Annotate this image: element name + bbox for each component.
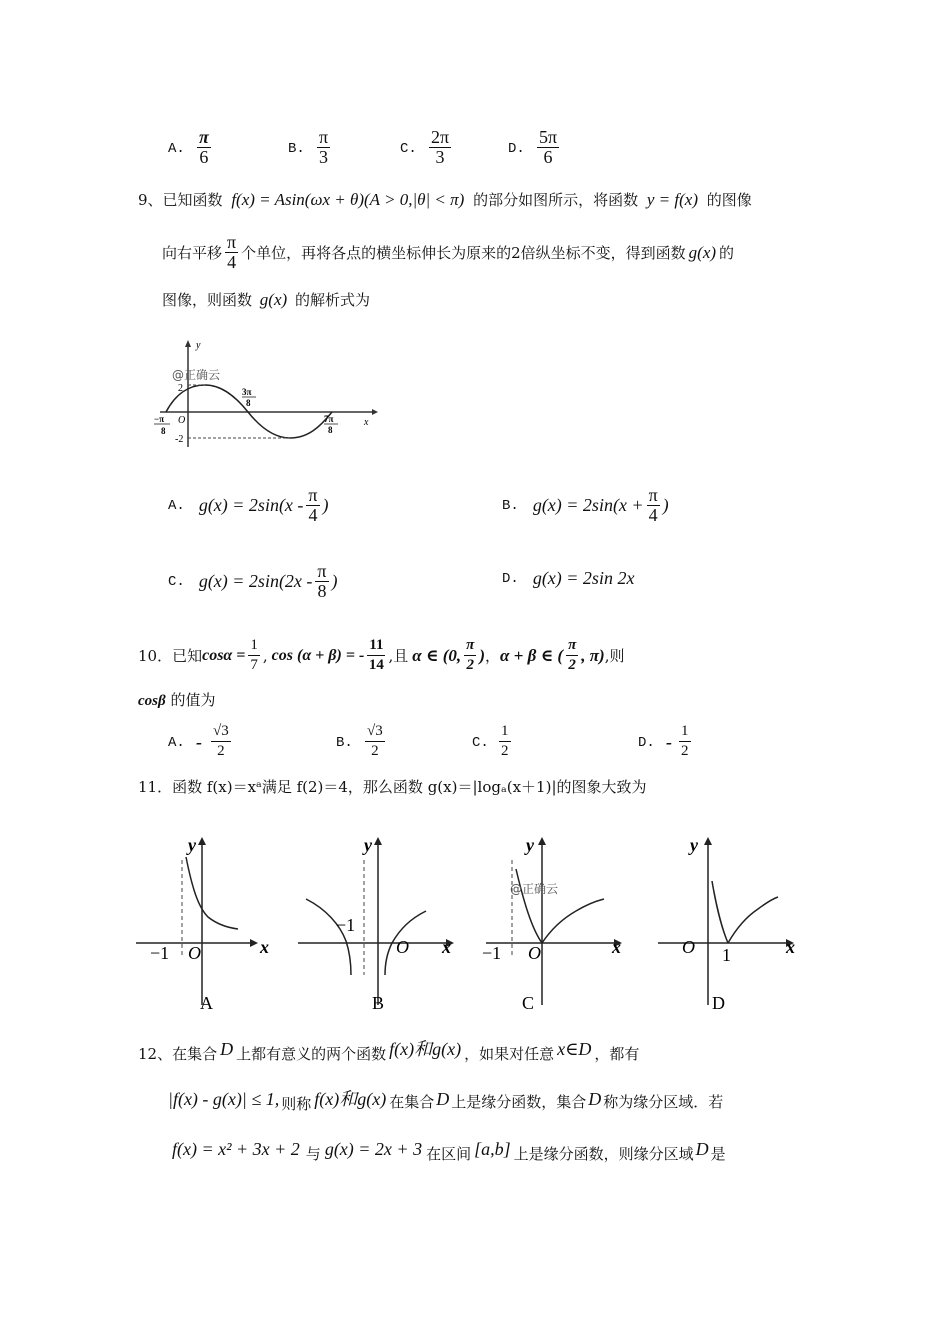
q9-option-d-label: D. xyxy=(502,570,519,587)
q11-b-neg1: −1 xyxy=(336,915,356,935)
q10-option-a-frac xyxy=(211,722,231,761)
q10-option-d-num: 1 xyxy=(679,722,691,742)
q10-option-a-label: A. xyxy=(168,735,185,751)
q11-c-y-arrow xyxy=(538,837,546,845)
q9-option-a-expr: g(x) = 2sin(x - xyxy=(198,495,304,515)
q9-label-negpi: −π xyxy=(154,414,165,424)
q9-sine-graph xyxy=(150,335,380,455)
q9-option-a-label: A. xyxy=(168,497,185,514)
q11-b-o: O xyxy=(396,937,409,957)
q12-zai: 在区间 xyxy=(426,1145,472,1163)
q9-line1-suffix: 的部分如图所示，将函数 xyxy=(473,191,639,209)
q9-label-7pi: 7π xyxy=(324,414,334,424)
q11-a-y-label: y xyxy=(188,835,196,855)
q8-option-a-num: π xyxy=(199,127,209,147)
q10-alpha-frac xyxy=(464,636,476,675)
q8-option-c-den: 3 xyxy=(435,147,445,167)
q8-option-c-label: C. xyxy=(400,141,417,157)
q12-line3 xyxy=(172,1134,726,1164)
q10-option-d-sign: - xyxy=(666,732,672,752)
q9-line2-mid: 个单位，再将各点的横坐标伸长为原来的2倍纵坐标不变，得到函数 xyxy=(241,243,686,262)
q9-line3-prefix: 图像，则函数 xyxy=(162,291,253,309)
q9-option-c-den: 8 xyxy=(317,581,327,601)
q9-option-a-den: 4 xyxy=(308,505,318,525)
q10-cos-beta: cosβ xyxy=(138,693,166,709)
q12-x-in-D: x∈D xyxy=(557,1039,592,1059)
q9-option-a xyxy=(168,486,329,525)
q11-d-y-arrow xyxy=(704,837,712,845)
q9-option-b-frac xyxy=(647,486,660,525)
q11-d-label: D xyxy=(712,993,725,1013)
q11-b-curve-left xyxy=(306,899,351,975)
q9-label-neg2: -2 xyxy=(175,434,184,445)
q9-line2-end: 的 xyxy=(719,243,735,262)
q11-c-curve-right xyxy=(542,899,604,943)
q9-option-d-expr: g(x) = 2sin 2x xyxy=(532,568,635,588)
q11-graph-a xyxy=(136,835,269,1013)
q11-graph-d xyxy=(658,835,795,1013)
q9-x-label: x xyxy=(364,417,369,428)
q12-line2-mid3: 上是缘分函数，集合 xyxy=(451,1093,587,1111)
q11-c-curve-left xyxy=(516,869,542,943)
q11-text: 11．函数 f(x)＝xᵃ满足 f(2)＝4，那么函数 g(x)＝|logₐ(x＋1)|的图象大致为 xyxy=(138,778,647,796)
q9-label-2: 2 xyxy=(178,383,183,394)
q9-option-b xyxy=(502,486,669,525)
q8-option-c-frac xyxy=(429,128,451,167)
q10-options xyxy=(168,722,708,768)
q12-line2-mid2: 在集合 xyxy=(389,1093,435,1111)
q9-option-c-close: ) xyxy=(331,571,338,591)
q11-graph-b xyxy=(298,835,454,1013)
q8-option-b-frac xyxy=(317,128,330,167)
q11-a-y-arrow xyxy=(198,837,206,845)
q9-shift-frac xyxy=(225,233,238,272)
q9-option-a-num: π xyxy=(308,485,318,505)
q10-prefix: 10．已知 xyxy=(138,646,203,665)
q10-option-b-den: 2 xyxy=(371,743,379,759)
q11-c-watermark: @正确云 xyxy=(510,882,559,896)
q11-a-neg1: −1 xyxy=(150,943,170,963)
q11-a-label: A xyxy=(200,993,213,1013)
q12-fg-1: f(x)和g(x) xyxy=(389,1039,462,1059)
q10-line2 xyxy=(138,690,215,711)
q10-cos-alpha: cosα = xyxy=(202,646,246,664)
q10-option-a-num: √3 xyxy=(211,722,231,742)
q9-option-b-num: π xyxy=(648,485,658,505)
q11-d-curve-right xyxy=(728,897,778,943)
q12-line1-mid: 上都有意义的两个函数 xyxy=(236,1045,387,1063)
q12-line1 xyxy=(138,1034,639,1064)
q12-D-2: D xyxy=(436,1089,450,1109)
q10-option-d-den: 2 xyxy=(681,743,689,759)
q11-b-y-arrow xyxy=(374,837,382,845)
q8-option-d-label: D. xyxy=(508,141,525,157)
q9-line3 xyxy=(162,290,370,310)
q8-option-d-num: 5π xyxy=(539,127,558,147)
q12-D-1: D xyxy=(220,1039,234,1059)
q10-ze: ,则 xyxy=(604,646,625,665)
q8-option-a-frac xyxy=(197,128,211,167)
q9-option-b-label: B. xyxy=(502,497,519,514)
q9-option-c-num: π xyxy=(317,561,327,581)
q10-alpha-den: 2 xyxy=(466,657,474,673)
q11-d-one: 1 xyxy=(722,945,731,965)
q12-prefix: 12、在集合 xyxy=(138,1045,218,1063)
q8-option-c-num: 2π xyxy=(431,127,450,147)
q11-b-label: B xyxy=(372,993,385,1013)
q12-line3-mid: 上是缘分函数，则缘分区域 xyxy=(513,1145,694,1163)
q9-y-arrow xyxy=(185,340,191,347)
q12-line1-end: ，都有 xyxy=(594,1045,640,1063)
q9-option-c xyxy=(168,562,338,601)
q9-line1 xyxy=(138,190,752,210)
q10-line2-text: 的值为 xyxy=(170,691,216,709)
q8-option-d-den: 6 xyxy=(543,147,553,167)
q10-comma2: ， xyxy=(485,646,501,665)
q10-option-c-label: C. xyxy=(472,735,489,751)
q9-gx-2: g(x) xyxy=(259,290,288,309)
q9-option-b-close: ) xyxy=(662,495,669,515)
q10-line1 xyxy=(138,636,625,675)
q10-option-a-sign: - xyxy=(196,732,202,752)
q9-label-negpi-den: 8 xyxy=(161,426,166,436)
q10-cos-sum-den: 14 xyxy=(368,657,384,673)
q12-line2-end: 称为缘分区域．若 xyxy=(603,1093,724,1111)
q9-label-o: O xyxy=(178,415,186,426)
q9-option-c-label: C. xyxy=(168,573,185,590)
q10-option-c-num: 1 xyxy=(499,722,511,742)
q9-y-label: y xyxy=(196,340,201,351)
q9-shift-num: π xyxy=(227,232,237,252)
q10-sum-in: α + β ∈ ( xyxy=(500,645,564,665)
q8-option-a-den: 6 xyxy=(199,147,209,167)
q8-option-d-frac xyxy=(537,128,559,167)
q9-y-def: y = f(x) xyxy=(646,190,698,209)
q11-graph-c xyxy=(482,835,622,1013)
q8-option-a-label: A. xyxy=(168,141,185,157)
q10-cos-sum-num: 11 xyxy=(367,636,385,656)
q10-option-b-label: B. xyxy=(336,735,353,751)
q12-line2 xyxy=(168,1084,723,1114)
q11-a-o: O xyxy=(188,943,201,963)
q9-label-7pi-den: 8 xyxy=(328,425,333,435)
q10-alpha-in: α ∈ (0, xyxy=(412,645,462,665)
q8-option-b-num: π xyxy=(319,127,329,147)
q11-a-x-label: x xyxy=(260,937,269,957)
q10-cos-alpha-frac xyxy=(248,636,260,675)
q9-option-a-frac xyxy=(306,486,319,525)
q10-comma1: , xyxy=(262,646,268,665)
q9-func-def: f(x) = Asin(ωx + θ)(A > 0,|θ| < π) xyxy=(231,190,465,209)
q9-line2-prefix: 向右平移 xyxy=(162,243,223,262)
q12-line2-mid: 则称 xyxy=(281,1095,312,1113)
q12-shi: 是 xyxy=(710,1145,726,1163)
q11-c-y-label: y xyxy=(526,835,534,855)
q9-label-3pi-den: 8 xyxy=(246,398,251,408)
q12-line1-mid2: ，如果对任意 xyxy=(464,1045,555,1063)
q10-option-d-frac xyxy=(679,722,691,761)
q12-f-def: f(x) = x² + 3x + 2 xyxy=(172,1139,300,1159)
q9-line1-prefix: 9、已知函数 xyxy=(138,191,223,209)
q10-option-a-den: 2 xyxy=(217,743,225,759)
q9-line3-end: 的解析式为 xyxy=(294,291,370,309)
q10-sum-den: 2 xyxy=(568,657,576,673)
q11-d-x-label: x xyxy=(786,937,795,957)
q12-interval: [a,b] xyxy=(474,1139,511,1159)
q10-option-d-label: D. xyxy=(638,735,655,751)
q9-label-3pi: 3π xyxy=(242,387,252,397)
q11-graphs xyxy=(130,825,810,1020)
q11-d-o: O xyxy=(682,937,695,957)
q11-d-curve-left xyxy=(712,881,728,943)
q11-b-x-label: x xyxy=(442,937,451,957)
q11-a-curve xyxy=(186,857,238,929)
q10-sum-close: , π) xyxy=(581,645,605,665)
q9-line2 xyxy=(162,233,734,272)
q12-fg-2: f(x)和g(x) xyxy=(314,1089,387,1109)
q9-option-c-expr: g(x) = 2sin(2x - xyxy=(198,571,313,591)
q8-option-b-den: 3 xyxy=(319,147,329,167)
q9-watermark: @正确云 xyxy=(172,368,221,382)
q12-D-3: D xyxy=(588,1089,602,1109)
q9-option-b-den: 4 xyxy=(648,505,658,525)
q10-cos-sum: cos (α + β) = - xyxy=(271,646,365,664)
q11-c-x-label: x xyxy=(612,937,621,957)
q11-c-o: O xyxy=(528,943,541,963)
q10-alpha-num: π xyxy=(464,636,476,656)
q8-option-b-label: B. xyxy=(288,141,305,157)
q12-yu: 与 xyxy=(305,1145,321,1163)
q10-cos-alpha-num: 1 xyxy=(248,636,260,656)
q8-options xyxy=(168,128,588,174)
q10-cos-alpha-den: 7 xyxy=(250,657,258,673)
q11-a-x-arrow xyxy=(250,939,258,947)
q9-option-b-expr: g(x) = 2sin(x + xyxy=(532,495,644,515)
q9-shift-den: 4 xyxy=(227,252,237,272)
q9-line1-end: 的图像 xyxy=(706,191,752,209)
q11-d-y-label: y xyxy=(690,835,698,855)
q10-sum-frac xyxy=(566,636,578,675)
q10-alpha-close: ) xyxy=(479,645,486,665)
q11-c-neg1: −1 xyxy=(482,943,502,963)
q12-D-4: D xyxy=(695,1139,709,1159)
q12-ineq: |f(x) - g(x)| ≤ 1, xyxy=(168,1089,280,1109)
q11-b-y-label: y xyxy=(364,835,372,855)
q10-option-c-frac xyxy=(499,722,511,761)
q9-option-d xyxy=(502,568,634,589)
q10-option-c-den: 2 xyxy=(501,743,509,759)
q9-x-arrow xyxy=(372,409,378,415)
q11-c-label: C xyxy=(522,993,535,1013)
q10-option-b-frac xyxy=(365,722,385,761)
q12-g-def: g(x) = 2x + 3 xyxy=(324,1139,423,1159)
q9-gx: g(x) xyxy=(688,242,717,262)
q9-option-a-close: ) xyxy=(322,495,329,515)
q10-qie: ,且 xyxy=(388,646,409,665)
q10-sum-num: π xyxy=(566,636,578,656)
q10-cos-sum-frac xyxy=(367,636,385,675)
q9-option-c-frac xyxy=(315,562,328,601)
q10-option-b-num: √3 xyxy=(365,722,385,742)
